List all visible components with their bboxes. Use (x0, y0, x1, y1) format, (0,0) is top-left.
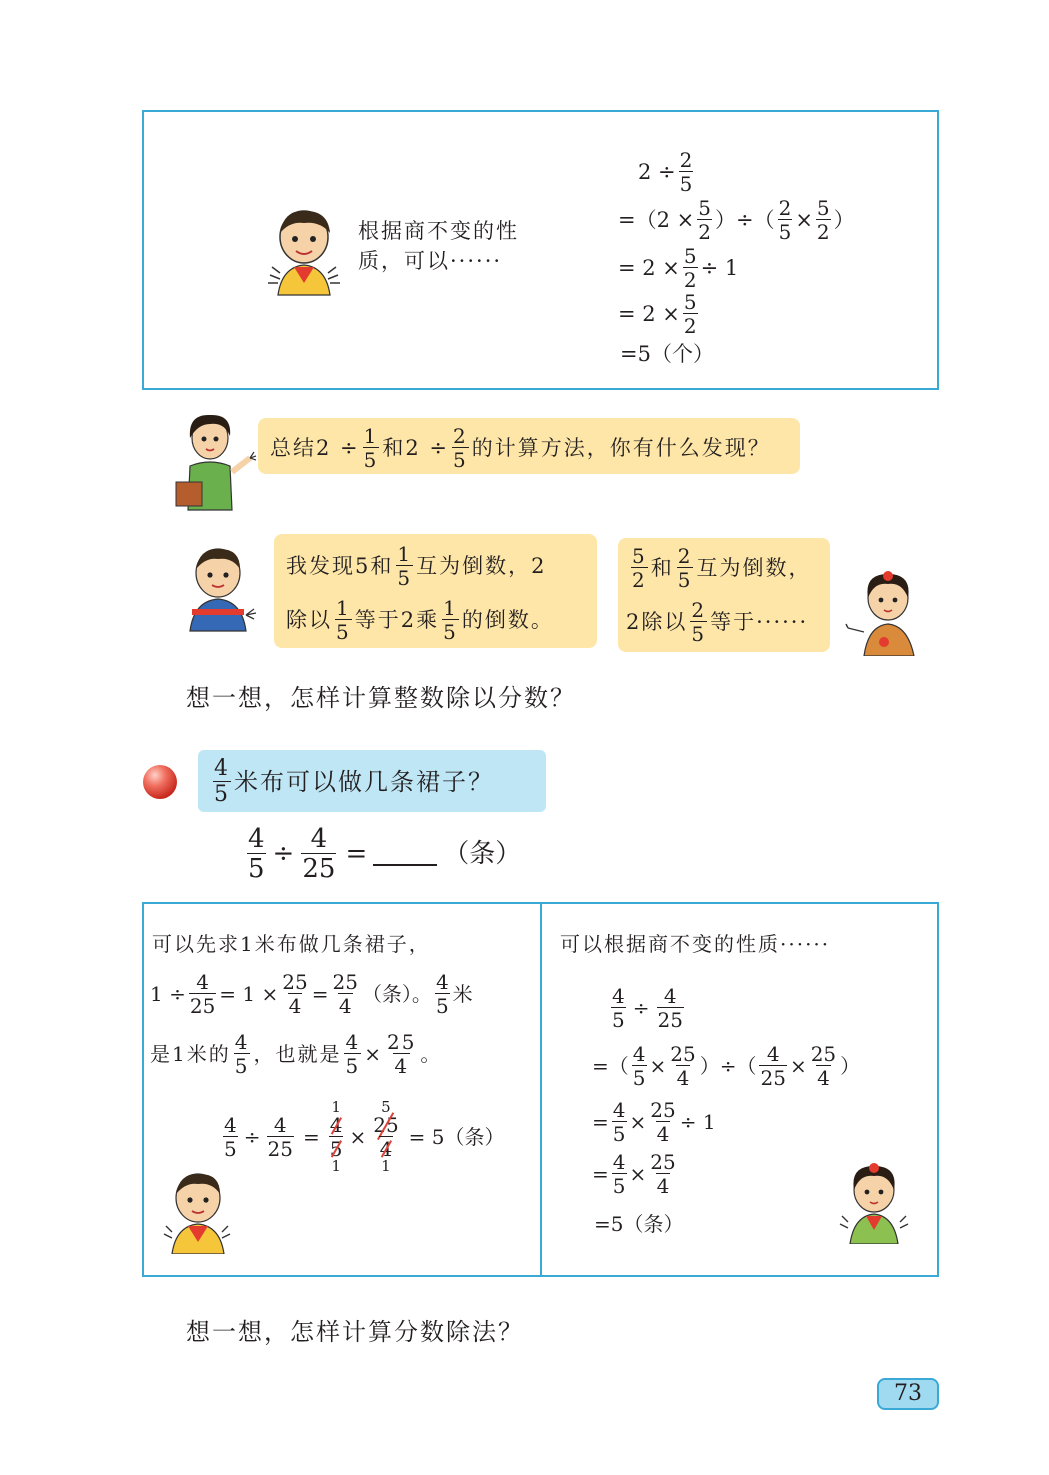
text: 的倒数。 (461, 607, 554, 632)
fraction: $\frac{4}{5}$ (248, 824, 265, 884)
solution-box (142, 902, 939, 1277)
text: ÷ (632, 996, 650, 1020)
text: 是1米的 (150, 1042, 231, 1066)
text: = (345, 839, 368, 869)
fraction: $\frac{4}{25}$ (302, 824, 336, 884)
text: = (302, 1125, 320, 1149)
fraction: $\frac{5}{2}$ (632, 544, 647, 592)
text: 等于······ (710, 609, 809, 634)
text: 我发现5和 (286, 553, 394, 578)
text: 米布可以做几条裙子？ (234, 768, 494, 796)
girl-bubble-line-1 (628, 546, 811, 590)
text: = 2 × (618, 255, 680, 280)
text: × (629, 1110, 647, 1134)
text: 2 ÷ (638, 159, 676, 184)
teacher-speech-text (270, 426, 771, 470)
text: × (789, 1054, 807, 1078)
left-line-1: 可以先求1米布做几条裙子， (152, 932, 431, 956)
text: × (649, 1054, 667, 1078)
box1-line-3 (618, 246, 738, 290)
fraction: $\frac{4}{25}$ (189, 970, 216, 1018)
right-line-6: =5（条） (594, 1212, 684, 1236)
box1-line-2 (618, 198, 855, 242)
right-line-1: 可以根据商不变的性质······ (560, 932, 831, 956)
think-question-2: 想一想，怎样计算分数除法？ (186, 1318, 524, 1346)
fraction: $\frac{5}{2}$ (698, 196, 711, 244)
text: × (629, 1162, 647, 1186)
answer-blank[interactable] (373, 842, 437, 866)
text: = 5（条） (408, 1125, 505, 1149)
right-line-5 (592, 1152, 680, 1196)
fraction: $\frac{2}{5}$ (453, 424, 468, 472)
fraction: $\frac{25}{4}$ (810, 1042, 837, 1090)
fraction: $\frac{1}{5}$ (363, 424, 379, 472)
fraction: $\frac{25}{4}$ (650, 1150, 676, 1198)
text: = (592, 1110, 609, 1134)
boy-bubble-line-2 (286, 598, 554, 642)
text: = 1 × (219, 982, 279, 1006)
page-number-text: 73 (894, 1381, 922, 1406)
fraction: $\frac{2}{5}$ (679, 148, 693, 196)
fraction: $\frac{4}{5}$ (214, 756, 230, 807)
fraction: $\frac{4}{25}$ (760, 1042, 786, 1090)
text: （条） (443, 839, 522, 869)
text: 互为倒数，2 (416, 553, 547, 578)
girl-character-icon (834, 1162, 914, 1244)
box1-line-5: =5（个） (620, 342, 714, 366)
boy-bubble-line-1 (286, 544, 546, 588)
question-box (198, 750, 546, 812)
fraction: $\frac{4}{5}$ (612, 984, 625, 1032)
panel-divider (540, 904, 542, 1275)
think-question-1: 想一想，怎样计算整数除以分数？ (186, 684, 576, 712)
text: 和2 ÷ (382, 435, 450, 460)
text: 等于2乘 (354, 607, 440, 632)
fraction: $\frac{2}{5}$ (677, 544, 693, 592)
cancelled-fraction: 1 4 5 1 (329, 1098, 343, 1175)
fraction: $\frac{25}{4}$ (650, 1098, 676, 1146)
boy-speech (358, 216, 519, 276)
text: 互为倒数， (696, 555, 812, 580)
text: = 2 × (618, 301, 680, 326)
fraction: $\frac{4}{5}$ (612, 1150, 626, 1198)
example-box-1 (142, 110, 939, 390)
fraction: $\frac{5}{2}$ (683, 290, 697, 338)
text: =（ (592, 1054, 629, 1078)
text: 除以 (286, 607, 332, 632)
boy-speech-line-2: 质，可以······ (358, 249, 503, 273)
text: ）÷（ (699, 1054, 757, 1078)
fraction: $\frac{2}{5}$ (691, 598, 707, 646)
text: = (311, 982, 329, 1006)
boy-speech-line-1: 根据商不变的性 (358, 219, 519, 243)
fraction: $\frac{5}{2}$ (816, 196, 830, 244)
page-number (877, 1378, 939, 1410)
text: = (592, 1162, 609, 1186)
text: ）÷（ (714, 207, 775, 232)
text: ，也就是 (253, 1042, 342, 1066)
text: 和 (650, 555, 674, 580)
girl-speech-bubble (618, 538, 830, 652)
fraction: $\frac{2}{5}$ (778, 196, 792, 244)
teacher-character-icon (170, 412, 260, 512)
main-equation (244, 826, 521, 882)
fraction: $\frac{4}{25}$ (657, 984, 683, 1032)
fraction: $\frac{4}{5}$ (435, 970, 449, 1018)
fraction: $\frac{1}{5}$ (443, 596, 458, 644)
right-line-4 (592, 1100, 716, 1144)
text: × (349, 1125, 367, 1149)
text: ） (833, 207, 855, 232)
text: =（2 × (618, 207, 695, 232)
fraction: $\frac{25}{4}$ (282, 970, 308, 1018)
text: ÷ (243, 1125, 261, 1149)
boy-blue-sweater-icon (180, 545, 260, 633)
cancelled-fraction: 5 25 4 1 (373, 1098, 399, 1175)
fraction: $\frac{1}{5}$ (336, 596, 351, 644)
fraction: $\frac{4}{5}$ (612, 1098, 626, 1146)
text: ） (840, 1054, 861, 1078)
fraction: $\frac{4}{5}$ (345, 1030, 361, 1078)
text: ÷ 1 (679, 1110, 716, 1134)
text: × (364, 1042, 383, 1066)
left-calc (220, 1100, 505, 1174)
girl-character-icon (844, 570, 924, 656)
fraction: $\frac{5}{2}$ (683, 244, 697, 292)
box1-line-4 (618, 292, 701, 336)
text: 2除以 (626, 609, 688, 634)
left-line-2 (150, 972, 473, 1016)
question-text (210, 758, 494, 806)
fraction: $\frac{4}{5}$ (224, 1113, 237, 1161)
girl-bubble-line-2 (626, 600, 808, 644)
text: × (795, 207, 813, 232)
boy-speech-bubble (274, 534, 597, 648)
text: 。 (420, 1042, 443, 1066)
text: 1 ÷ (150, 982, 186, 1006)
fraction: $\frac{4}{5}$ (234, 1030, 250, 1078)
fraction: $\frac{25}{4}$ (386, 1030, 417, 1078)
fraction: $\frac{25}{4}$ (670, 1042, 696, 1090)
fraction: $\frac{4}{25}$ (267, 1113, 293, 1161)
text: 米 (452, 982, 473, 1006)
fraction: $\frac{4}{5}$ (632, 1042, 646, 1090)
text: 的计算方法，你有什么发现？ (471, 435, 771, 460)
boy-character-icon (264, 207, 344, 297)
right-line-3 (592, 1044, 860, 1088)
box1-line-1 (638, 150, 696, 194)
fraction: $\frac{1}{5}$ (397, 542, 413, 590)
text: ÷ 1 (700, 255, 739, 280)
text: 总结2 ÷ (270, 435, 360, 460)
fraction: $\frac{25}{4}$ (332, 970, 358, 1018)
text: ÷ (272, 839, 295, 869)
text: （条）。 (361, 982, 432, 1006)
red-ball-icon (140, 762, 180, 802)
boy-character-icon (156, 1170, 240, 1254)
left-line-3 (150, 1032, 442, 1076)
teacher-speech-bubble (258, 418, 800, 474)
right-line-2 (608, 986, 687, 1030)
